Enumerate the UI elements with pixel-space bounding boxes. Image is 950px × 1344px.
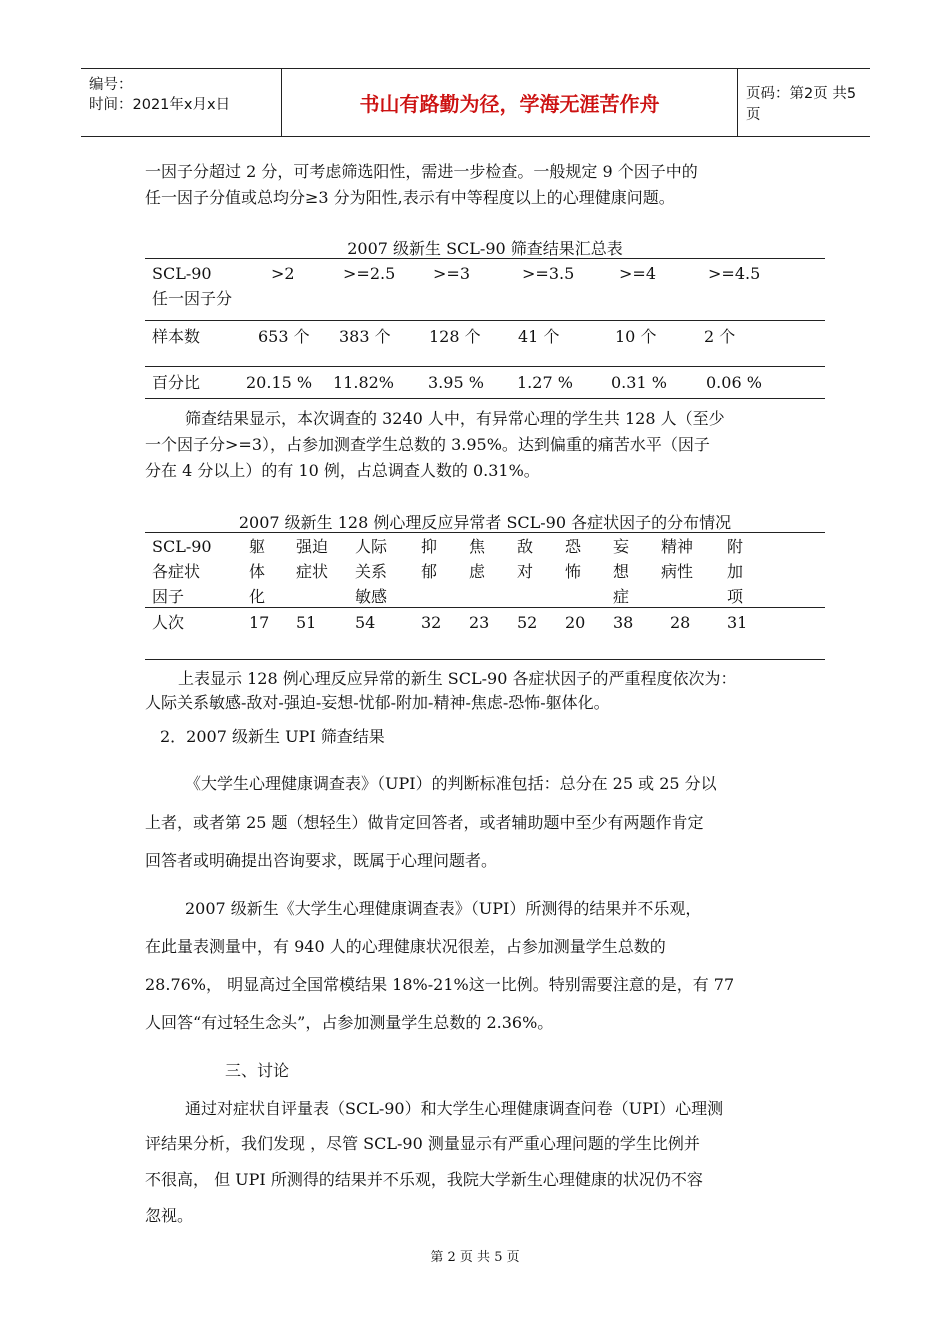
table1-col-head-0: SCL-90 bbox=[152, 264, 212, 283]
section2-title: 2．2007 级新生 UPI 筛查结果 bbox=[160, 727, 385, 746]
para3-line-3: 回答者或明确提出咨询要求，既属于心理问题者。 bbox=[145, 851, 498, 870]
table1-row-label: 样本数 bbox=[152, 327, 201, 346]
table2-count-cell: 32 bbox=[421, 613, 442, 632]
table1-cell: 128 个 bbox=[429, 327, 481, 346]
doc-time-label: 时间：2021年x月x日 bbox=[89, 97, 231, 113]
table2-count-cell: 20 bbox=[565, 613, 586, 632]
intro-line-1: 一因子分超过 2 分，可考虑筛选阳性，需进一步检查。一般规定 9 个因子中的 bbox=[145, 162, 698, 181]
para5-line-4: 忽视。 bbox=[145, 1206, 194, 1225]
section3-title: 三、讨论 bbox=[225, 1061, 290, 1080]
table2-factor-head: 精神 bbox=[661, 537, 694, 556]
para5-line-3: 不很高， 但 UPI 所测得的结果并不乐观，我院大学新生心理健康的状况仍不容 bbox=[145, 1170, 703, 1189]
table2-factor-head: 项 bbox=[727, 587, 744, 606]
table2-row-head: SCL-90 bbox=[152, 537, 212, 556]
table1-col-head-3: >=3 bbox=[433, 264, 470, 283]
para2-line-2: 人际关系敏感-敌对-强迫-妄想-忧郁-附加-精神-焦虑-恐怖-躯体化。 bbox=[145, 693, 610, 712]
table2-factor-head: 关系 bbox=[355, 562, 388, 581]
table1-col-head-1: >2 bbox=[271, 264, 295, 283]
table2-factor-head: 强迫 bbox=[296, 537, 329, 556]
table1-col-head-2: >=2.5 bbox=[343, 264, 396, 283]
table2-top-rule bbox=[145, 532, 825, 533]
table1-cell: 2 个 bbox=[704, 327, 736, 346]
header-motto: 书山有路勤为径，学海无涯苦作舟 bbox=[282, 69, 738, 136]
para3-line-1: 《大学生心理健康调查表》（UPI）的判断标准包括：总分在 25 或 25 分以 bbox=[185, 774, 717, 793]
page-footer: 第 2 页 共 5 页 bbox=[430, 1250, 520, 1265]
intro-line-2: 任一因子分值或总均分≥3 分为阳性,表示有中等程度以上的心理健康问题。 bbox=[145, 188, 675, 207]
table2-mid-rule bbox=[145, 607, 825, 608]
table2-count-cell: 31 bbox=[727, 613, 748, 632]
table1-cell: 41 个 bbox=[518, 327, 560, 346]
table2-row-head: 因子 bbox=[152, 587, 185, 606]
table1-rule-1 bbox=[145, 320, 825, 321]
table2-count-cell: 17 bbox=[249, 613, 270, 632]
table2-count-cell: 54 bbox=[355, 613, 376, 632]
table1-cell: 653 个 bbox=[258, 327, 310, 346]
page-header bbox=[81, 68, 870, 137]
table1-cell: 20.15 % bbox=[246, 373, 313, 392]
para4-line-4: 人回答“有过轻生念头”，占参加测量学生总数的 2.36%。 bbox=[145, 1013, 554, 1032]
table1-cell: 1.27 % bbox=[517, 373, 573, 392]
table1-cell: 3.95 % bbox=[428, 373, 484, 392]
table2-factor-head: 化 bbox=[249, 587, 266, 606]
table2-factor-head: 病性 bbox=[661, 562, 694, 581]
table2-factor-head: 症状 bbox=[296, 562, 329, 581]
table2-bottom-rule bbox=[145, 659, 825, 660]
table1-col-head-6: >=4.5 bbox=[708, 264, 761, 283]
table2-factor-head: 想 bbox=[613, 562, 630, 581]
table2-caption: 2007 级新生 128 例心理反应异常者 SCL-90 各症状因子的分布情况 bbox=[238, 513, 732, 532]
header-page-label: 页码：第2页 共5页 bbox=[746, 85, 857, 123]
para4-line-3: 28.76%， 明显高过全国常模结果 18%-21%这一比例。特别需要注意的是，有 77 bbox=[145, 975, 735, 994]
para4-line-1: 2007 级新生《大学生心理健康调查表》（UPI）所测得的结果并不乐观， bbox=[185, 899, 702, 918]
para5-line-2: 评结果分析，我们发现 ，尽管 SCL-90 测量显示有严重心理问题的学生比例并 bbox=[145, 1134, 700, 1153]
table2-factor-head: 体 bbox=[249, 562, 266, 581]
table2-factor-head: 敏感 bbox=[355, 587, 388, 606]
table1-top-rule bbox=[145, 258, 825, 259]
para1-line-3: 分在 4 分以上）的有 10 例，占总调查人数的 0.31%。 bbox=[145, 461, 540, 480]
table1-col-head-sub: 任一因子分 bbox=[152, 289, 233, 308]
table2-count-cell: 51 bbox=[296, 613, 317, 632]
table2-factor-head: 症 bbox=[613, 587, 630, 606]
para4-line-2: 在此量表测量中，有 940 人的心理健康状况很差，占参加测量学生总数的 bbox=[145, 937, 666, 956]
table1-bottom-rule bbox=[145, 398, 825, 399]
table1-rule-2 bbox=[145, 366, 825, 367]
table2-factor-head: 妄 bbox=[613, 537, 630, 556]
table2-factor-head: 抑 bbox=[421, 537, 438, 556]
table1-row-label: 百分比 bbox=[152, 373, 201, 392]
para5-line-1: 通过对症状自评量表（SCL-90）和大学生心理健康调查问卷（UPI）心理测 bbox=[185, 1099, 724, 1118]
table2-factor-head: 附 bbox=[727, 537, 744, 556]
header-meta bbox=[81, 69, 282, 136]
table1-cell: 383 个 bbox=[339, 327, 391, 346]
table2-factor-head: 郁 bbox=[421, 562, 438, 581]
para1-line-1: 筛查结果显示，本次调查的 3240 人中，有异常心理的学生共 128 人（至少 bbox=[185, 409, 725, 428]
table2-factor-head: 对 bbox=[517, 562, 534, 581]
table2-count-cell: 23 bbox=[469, 613, 490, 632]
table2-factor-head: 躯 bbox=[249, 537, 266, 556]
para1-line-2: 一个因子分>=3），占参加测查学生总数的 3.95%。达到偏重的痛苦水平（因子 bbox=[145, 435, 710, 454]
table2-factor-head: 敌 bbox=[517, 537, 534, 556]
table1-col-head-5: >=4 bbox=[619, 264, 656, 283]
table2-factor-head: 加 bbox=[727, 562, 744, 581]
table2-factor-head: 人际 bbox=[355, 537, 388, 556]
table2-factor-head: 焦 bbox=[469, 537, 486, 556]
table2-factor-head: 恐 bbox=[565, 537, 582, 556]
table2-factor-head: 怖 bbox=[565, 562, 582, 581]
table1-cell: 11.82% bbox=[333, 373, 395, 392]
table2-row-head: 各症状 bbox=[152, 562, 201, 581]
table2-count-cell: 28 bbox=[670, 613, 691, 632]
table2-count-label: 人次 bbox=[152, 613, 185, 632]
table1-caption: 2007 级新生 SCL-90 筛查结果汇总表 bbox=[347, 239, 623, 258]
para2-line-1: 上表显示 128 例心理反应异常的新生 SCL-90 各症状因子的严重程度依次为： bbox=[178, 669, 737, 688]
table1-cell: 0.06 % bbox=[706, 373, 762, 392]
doc-number-label: 编号： bbox=[89, 77, 133, 93]
table2-count-cell: 38 bbox=[613, 613, 634, 632]
para3-line-2: 上者，或者第 25 题（想轻生）做肯定回答者，或者辅助题中至少有两题作肯定 bbox=[145, 813, 704, 832]
table1-cell: 0.31 % bbox=[611, 373, 667, 392]
table2-count-cell: 52 bbox=[517, 613, 538, 632]
table2-factor-head: 虑 bbox=[469, 562, 486, 581]
table1-col-head-4: >=3.5 bbox=[522, 264, 575, 283]
table1-cell: 10 个 bbox=[615, 327, 657, 346]
